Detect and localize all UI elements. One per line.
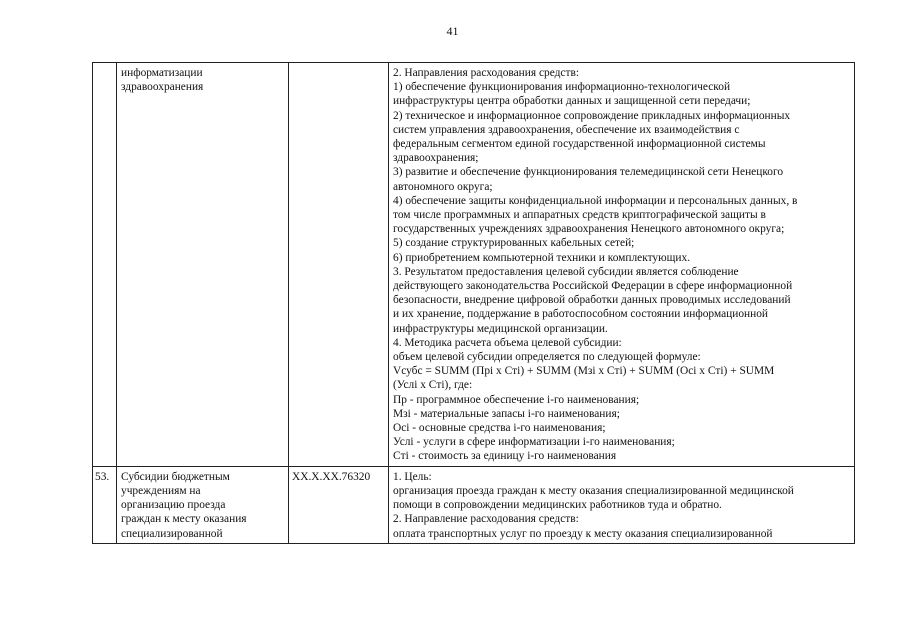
description-line: организация проезда граждан к месту оказания специализированной медицинской xyxy=(393,484,794,497)
subsidy-name-cell xyxy=(117,466,289,543)
subsidy-name-line: информатизации xyxy=(121,67,203,79)
table-row xyxy=(93,63,855,467)
subsidy-name-line: специализированной xyxy=(121,527,223,540)
description-line: 2) техническое и информационное сопровождение прикладных информационных xyxy=(393,109,791,122)
description-line: систем управления здравоохранения, обеспечение их взаимодействия с xyxy=(393,123,740,136)
description-line: 4) обеспечение защиты конфиденциальной информации и персональных данных, в xyxy=(393,194,798,207)
budget-code-cell: XX.X.XX.76320 xyxy=(289,466,389,543)
description-line: оплата транспортных услуг по проезду к месту оказания специализированной xyxy=(393,527,773,540)
description-line: Пр - программное обеспечение i-го наименования; xyxy=(393,393,640,406)
description-line: помощи в сопровождении медицинских работников туда и обратно. xyxy=(393,499,722,512)
description-line: Мзi - материальные запасы i-го наименования; xyxy=(393,407,620,420)
page-number: 41 xyxy=(446,24,459,38)
description-line: 4. Методика расчета объема целевой субсидии: xyxy=(393,336,622,349)
subsidy-name-line: учреждениям на xyxy=(121,484,201,497)
subsidy-table xyxy=(92,62,855,544)
description-cell xyxy=(389,466,855,543)
description-line: Vсубс = SUMM (Пpi x Cтi) + SUMM (Мзi x Cтi) + SUMM (Оci x Cтi) + SUMM xyxy=(393,365,775,378)
description-line: автономного округа; xyxy=(393,180,493,193)
subsidy-name-line: здравоохранения xyxy=(121,81,204,94)
description-line: 3) развитие и обеспечение функционирования телемедицинской сети Ненецкого xyxy=(393,166,784,179)
description-line: инфраструктуры центра обработки данных и защищенной сети передачи; xyxy=(393,95,751,108)
description-line: объем целевой субсидии определяется по следующей формуле: xyxy=(393,351,701,364)
description-line: 2. Направления расходования средств: xyxy=(393,67,579,79)
description-line: 2. Направление расходования средств: xyxy=(393,513,579,526)
description-line: 1) обеспечение функционирования информационно-технологической xyxy=(393,81,731,94)
subsidy-name-line: организацию проезда xyxy=(121,499,226,512)
description-line: безопасности, внедрение цифровой обработки данных проводимых исследований xyxy=(393,294,791,307)
description-line: 5) создание структурированных кабельных сетей; xyxy=(393,237,635,250)
description-line: 3. Результатом предоставления целевой субсидии является соблюдение xyxy=(393,265,739,278)
description-line: Cтi - стоимость за единицу i-го наименования xyxy=(393,450,617,463)
description-line: действующего законодательства Российской Федерации в сфере информационной xyxy=(393,280,793,293)
row-number-cell: 53. xyxy=(93,466,117,543)
subsidy-name-line: граждан к месту оказания xyxy=(121,513,247,526)
description-line: Услi - услуги в сфере информатизации i-го наименования; xyxy=(393,436,675,449)
description-line: государственных учреждениях здравоохранения Ненецкого автономного округа; xyxy=(393,223,785,236)
description-cell xyxy=(389,63,855,467)
description-line: том числе программных и аппаратных средств криптографической защиты в xyxy=(393,209,766,222)
description-line: 1. Цель: xyxy=(393,470,432,483)
row-number-cell xyxy=(93,63,117,467)
description-line: здравоохранения; xyxy=(393,152,479,165)
description-line: и их хранение, поддержание в работоспособном состоянии информационной xyxy=(393,308,768,321)
budget-code-cell xyxy=(289,63,389,467)
table-body xyxy=(93,63,855,544)
description-line: (Услi x Cтi), где: xyxy=(393,379,473,392)
description-line: инфраструктуры медицинской организации. xyxy=(393,322,608,335)
table-row xyxy=(93,466,855,543)
subsidy-name-cell xyxy=(117,63,289,467)
description-line: 6) приобретением компьютерной техники и комплектующих. xyxy=(393,251,691,264)
description-line: Оci - основные средства i-го наименования; xyxy=(393,422,606,435)
subsidy-name-line: Субсидии бюджетным xyxy=(121,470,230,483)
description-line: федеральным сегментом единой государственной информационной системы xyxy=(393,138,766,151)
